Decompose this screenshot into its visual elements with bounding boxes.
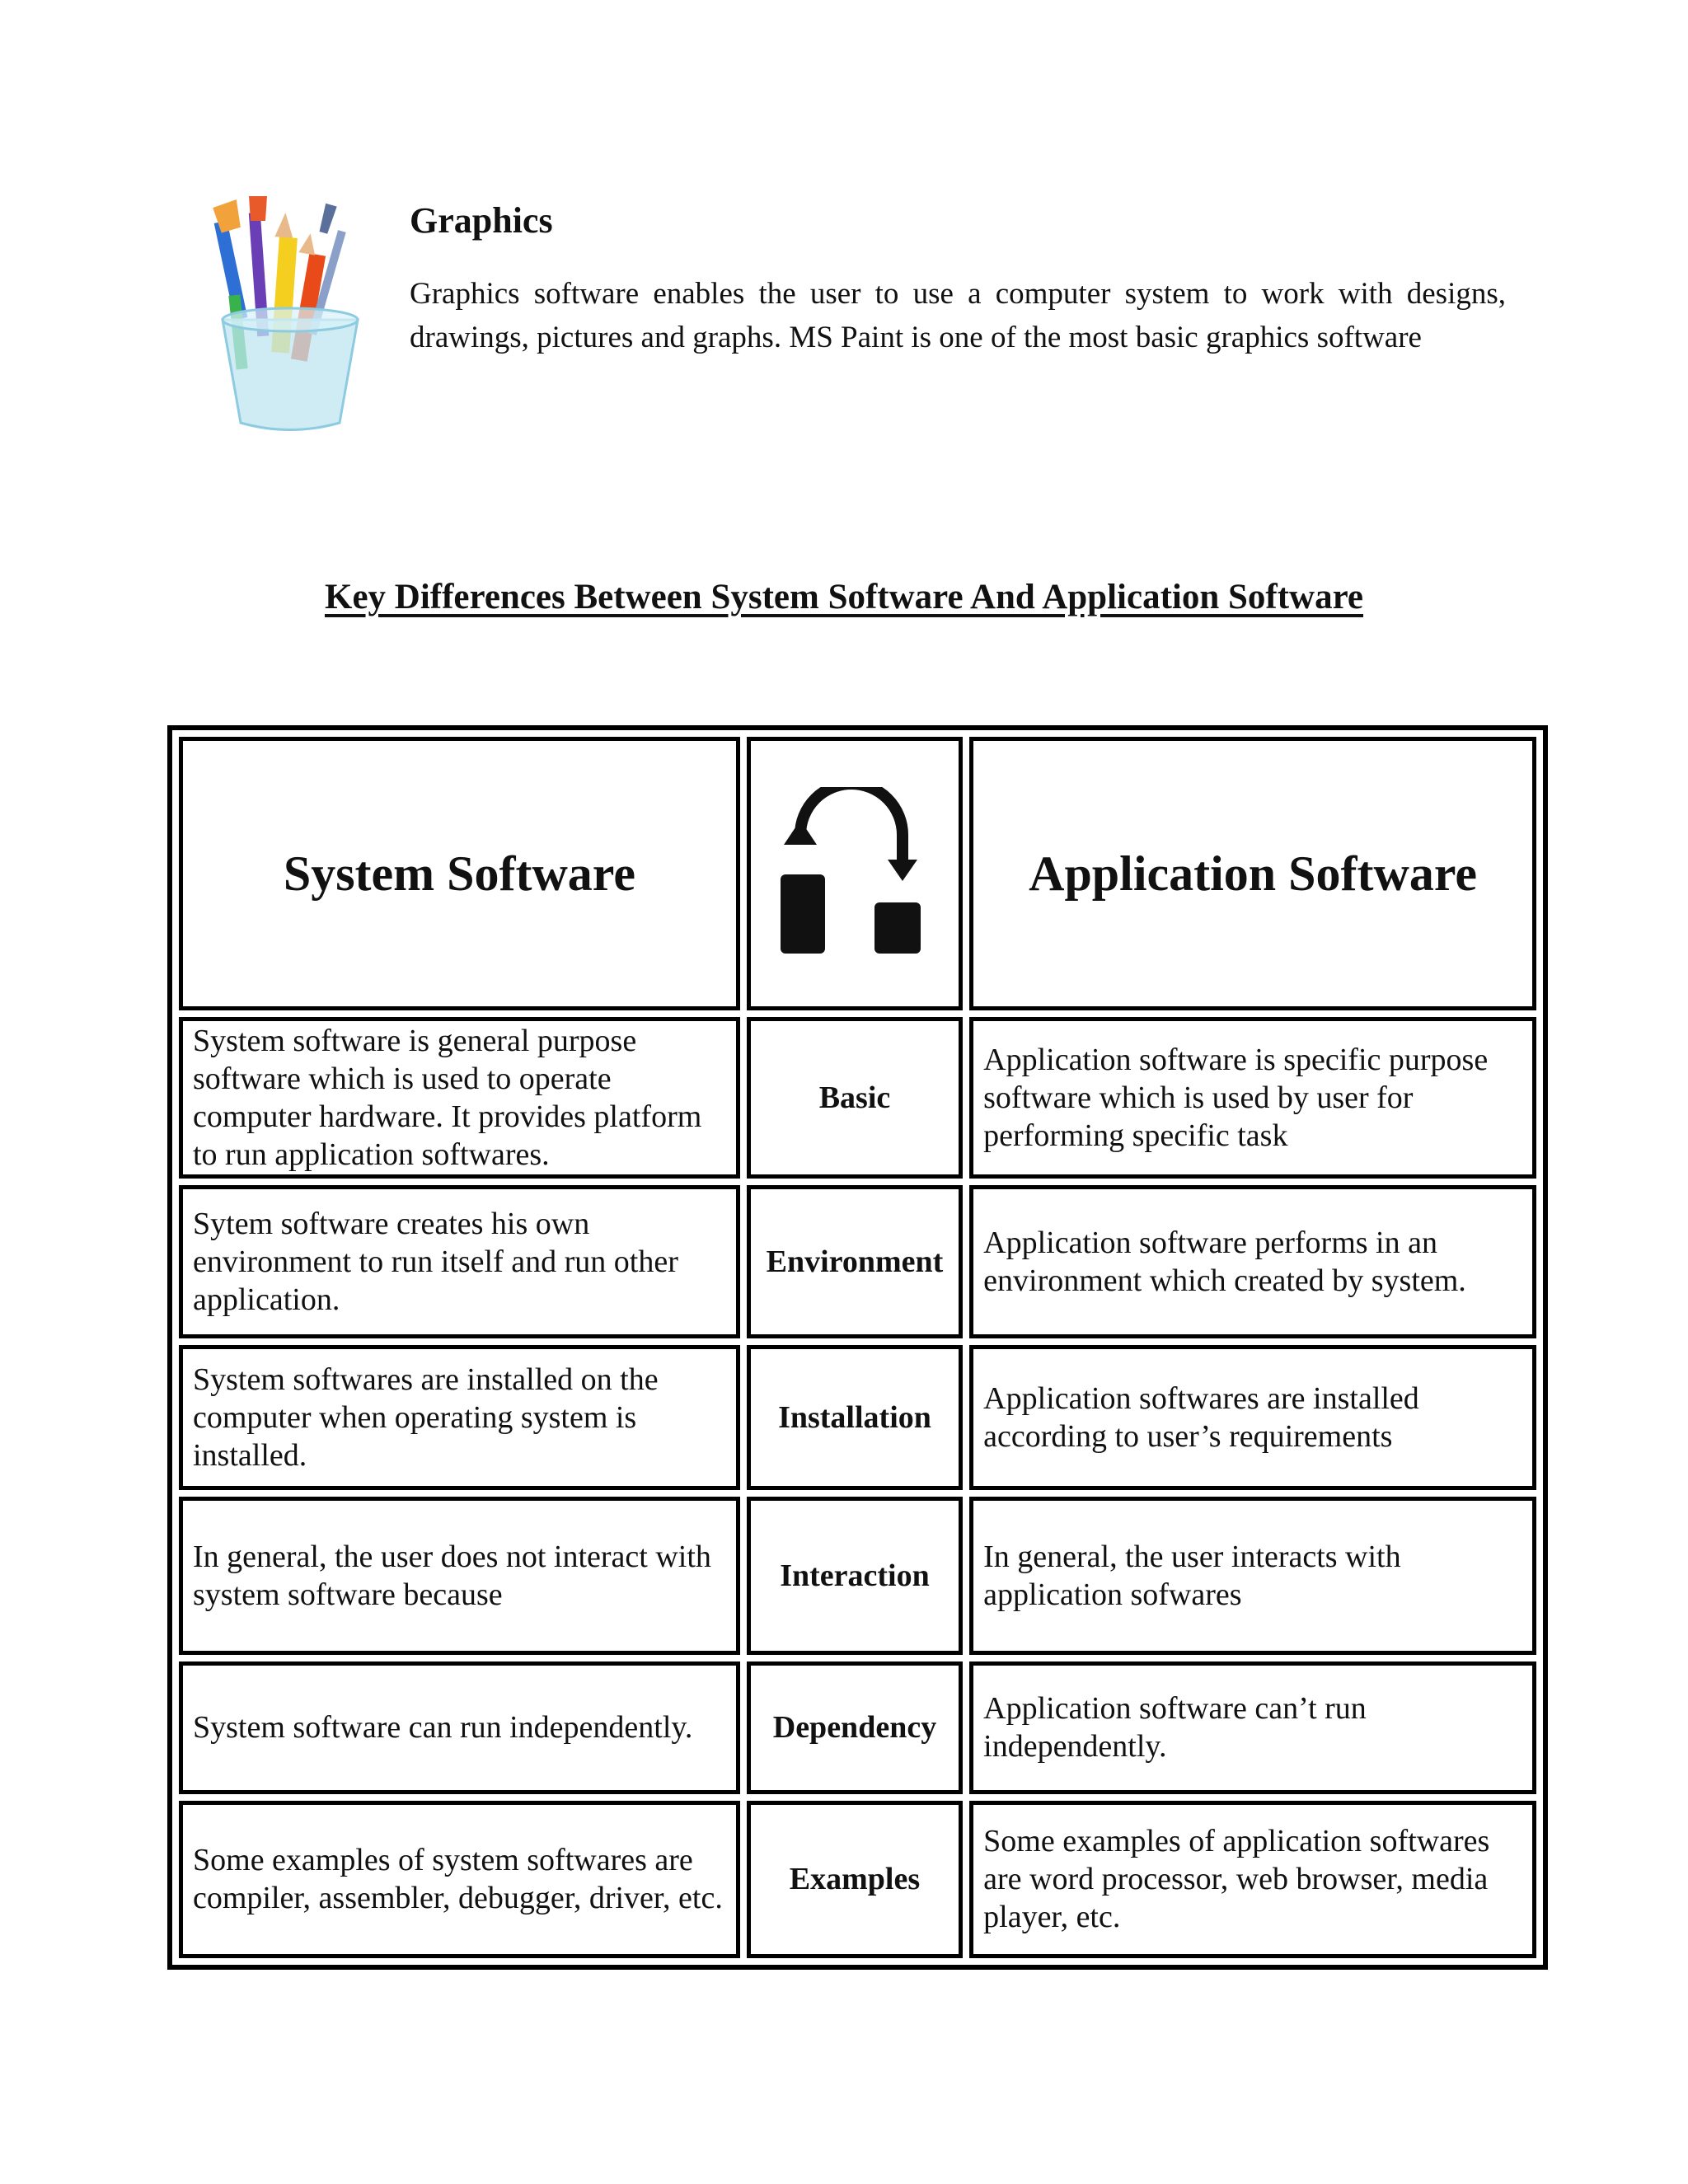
table-row bbox=[179, 1345, 1536, 1490]
system-cell: In general, the user does not interact with system software because bbox=[179, 1497, 740, 1654]
aspect-cell: Basic bbox=[747, 1017, 963, 1178]
graphics-description: Graphics software enables the user to use a computer system to work with designs, drawings, pictures and graphs. MS Paint is one of the most basic graphics software bbox=[410, 277, 1506, 354]
header-system-software: System Software bbox=[179, 737, 740, 1010]
table-row bbox=[179, 1497, 1536, 1654]
table-header-row bbox=[179, 737, 1536, 1010]
application-cell: In general, the user interacts with application sofwares bbox=[969, 1497, 1536, 1654]
application-cell: Application software can’t run independently. bbox=[969, 1661, 1536, 1794]
header-application-software: Application Software bbox=[969, 737, 1536, 1010]
header-icon-cell bbox=[747, 737, 963, 1010]
table-row bbox=[179, 1185, 1536, 1338]
table-row bbox=[179, 1661, 1536, 1794]
application-cell: Application softwares are installed according to user’s requirements bbox=[969, 1345, 1536, 1490]
application-cell: Application software is specific purpose software which is used by user for performing specific task bbox=[969, 1017, 1536, 1178]
aspect-cell: Installation bbox=[747, 1345, 963, 1490]
comparison-table bbox=[167, 725, 1548, 1970]
application-cell: Some examples of application softwares are word processor, web browser, media player, etc. bbox=[969, 1801, 1536, 1958]
system-cell: System software is general purpose software which is used to operate computer hardware. It provides platform to run application softwares. bbox=[179, 1017, 740, 1178]
paintbrush-cup-icon bbox=[208, 196, 373, 435]
aspect-cell: Examples bbox=[747, 1801, 963, 1958]
system-cell: Some examples of system softwares are compiler, assembler, debugger, driver, etc. bbox=[179, 1801, 740, 1958]
section-heading bbox=[0, 577, 1688, 617]
graphics-title: Graphics bbox=[410, 200, 553, 241]
table-row bbox=[179, 1801, 1536, 1958]
swap-arrows-icon bbox=[772, 787, 937, 960]
application-cell: Application software performs in an environment which created by system. bbox=[969, 1185, 1536, 1338]
table-row bbox=[179, 1017, 1536, 1178]
aspect-cell: Environment bbox=[747, 1185, 963, 1338]
system-cell: System software can run independently. bbox=[179, 1661, 740, 1794]
system-cell: Sytem software creates his own environment to run itself and run other application. bbox=[179, 1185, 740, 1338]
aspect-cell: Interaction bbox=[747, 1497, 963, 1654]
section-heading-text: Key Differences Between System Software And Application Software bbox=[325, 578, 1363, 616]
aspect-cell: Dependency bbox=[747, 1661, 963, 1794]
system-cell: System softwares are installed on the computer when operating system is installed. bbox=[179, 1345, 740, 1490]
